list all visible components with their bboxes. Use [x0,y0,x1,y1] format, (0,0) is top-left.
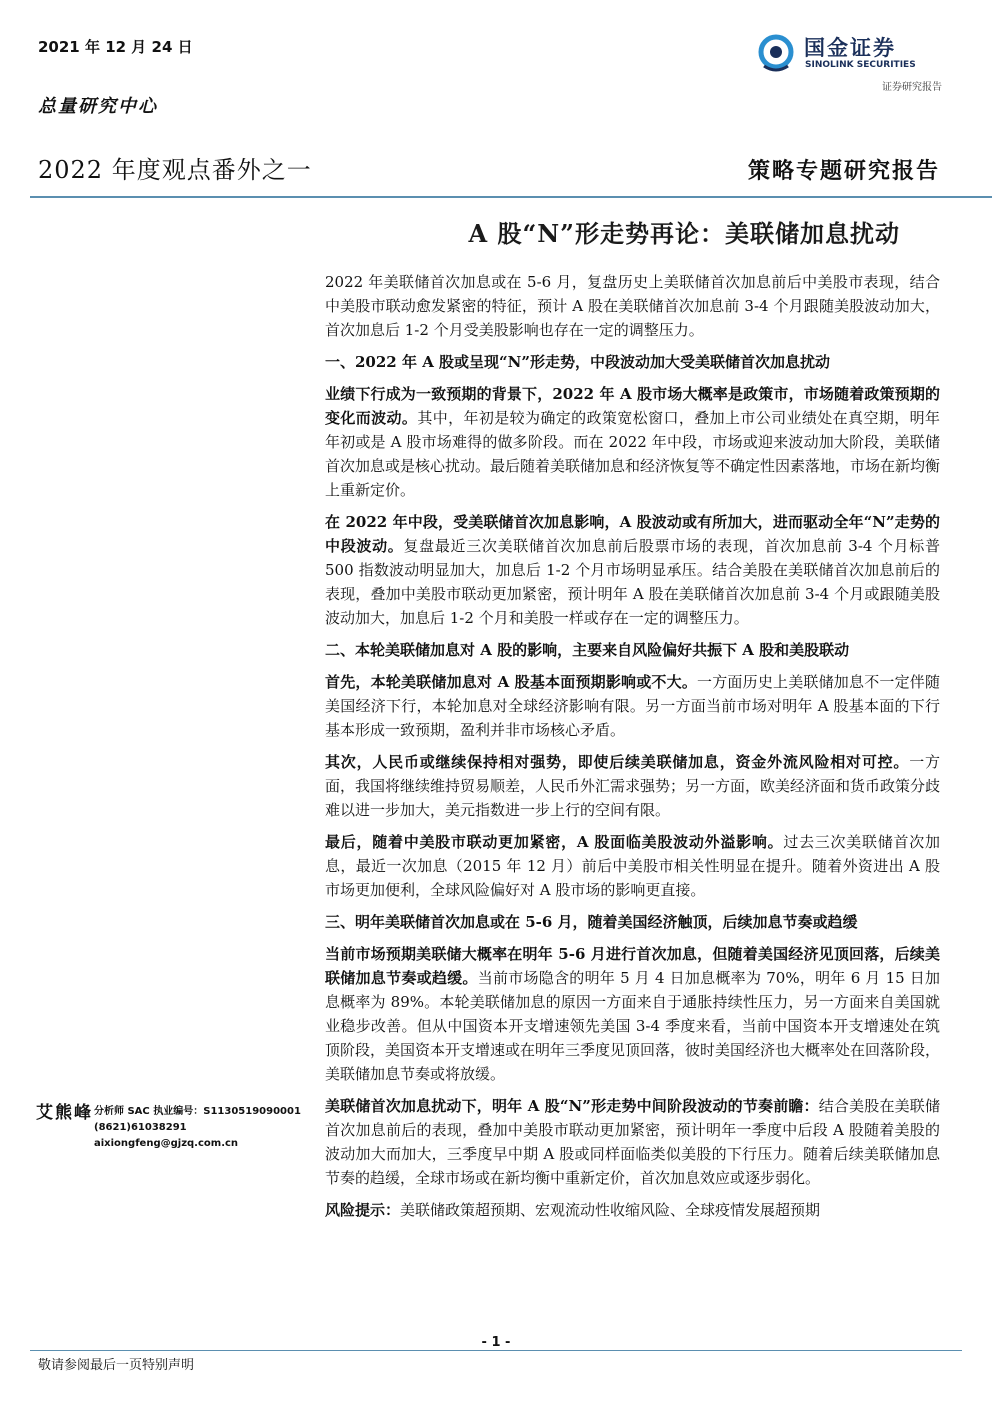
analyst-info [94,1104,301,1152]
paragraph-text: 其中，年初是较为确定的政策宽松窗口，叠加上市公司业绩处在真空期，明年年初或是 A 股市场难得的做多阶段。而在 2022 年中段，市场或迎来波动加大阶段，美联储首次加息或是核心扰动。最后随着美联储加息和经济恢复等不确定性因素落地，市场在新均衡上重新定价。 [325,409,941,499]
key-point: 当前市场预期美联储大概率在明年 5-6 月进行首次加息，但随着美国经济见顶回落，后续美联储加息节奏或趋缓。 [325,945,940,987]
section-heading-3: 三、明年美联储首次加息或在 5-6 月，随着美国经济触顶，后续加息节奏或趋缓 [325,913,858,931]
section-3-paragraph-2 [325,1094,940,1190]
logo-name: 国金证券 [804,36,896,60]
main-content [325,270,940,1230]
analyst-cert: 分析师 SAC 执业编号：S1130519090001 [94,1106,301,1117]
analyst-phone: (8621)61038291 [94,1122,187,1133]
intro-paragraph: 2022 年美联储首次加息或在 5-6 月，复盘历史上美联储首次加息前后中美股市表现，结合中美股市联动愈发紧密的特征，预计 A 股在美联储首次加息前 3-4 个月跟随美股波动加大，首次加息后 1-2 个月受美股影响也存在一定的调整压力。 [325,273,940,339]
analyst-block [36,1098,301,1149]
risk-warning [325,1198,940,1222]
logo-subtitle: 证券研究报告 [882,82,942,93]
paragraph-text: 过去三次美联储首次加息，最近一次加息（2015 年 12 月）前后中美股市相关性明显在提升。随着外资进出 A 股市场更加便利，全球风险偏好对 A 股市场的影响更直接。 [325,833,940,899]
paragraph-text: 一方面，我国将继续维持贸易顺差，人民币外汇需求强势；另一方面，欧美经济面和货币政策分歧难以进一步加大，美元指数进一步上行的空间有限。 [325,753,941,819]
section-1-paragraph-1 [325,382,940,502]
paragraph-text: 一方面历史上美联储加息不一定伴随美国经济下行，本轮加息对全球经济影响有限。另一方面当前市场对明年 A 股基本面的下行基本形成一致预期，盈利并非市场核心矛盾。 [325,673,940,739]
section-2-paragraph-1 [325,670,940,742]
report-date: 2021 年 12 月 24 日 [38,38,193,56]
section-heading-1: 一、2022 年 A 股或呈现“N”形走势，中段波动加大受美联储首次加息扰动 [325,353,831,371]
section-2-paragraph-2 [325,750,940,822]
analyst-name: 艾熊峰 [36,1103,93,1123]
key-point: 在 2022 年中段，受美联储首次加息影响，A 股波动或有所加大，进而驱动全年“N”走势的中段波动。 [325,513,940,555]
report-title: A 股“N”形走势再论：美联储加息扰动 [468,219,900,248]
section-2-paragraph-3 [325,830,940,902]
header-divider [30,196,992,198]
page-number: - 1 - [481,1335,511,1350]
analyst-email[interactable]: aixiongfeng@gjzq.com.cn [94,1138,239,1149]
key-point: 最后，随着中美股市联动更加紧密，A 股面临美股波动外溢影响。 [325,833,784,851]
department-name: 总量研究中心 [38,96,158,117]
paragraph-text: 当前市场隐含的明年 5 月 4 日加息概率为 70%，明年 6 月 15 日加息概率为 89%。本轮美联储加息的原因一方面来自于通胀持续性压力，另一方面来自美国就业稳步改善。但从中国资本开支增速领先美国 3-4 季度来看，当前中国资本开支增速处在筑顶阶段，美国资本开支增速或在明年三季度见顶回落，彼时美国经济也大概率处在回落阶段，美联储加息节奏或将放缓。 [325,969,941,1083]
paragraph-text: 复盘最近三次美联储首次加息前后股票市场的表现，首次加息前 3-4 个月标普 500 指数波动明显加大，加息后 1-2 个月市场明显承压。结合美股在美联储首次加息前后的表现，叠加中美股市联动更加紧密，预计明年 A 股在美联储首次加息前 3-4 个月或跟随美股波动加大，加息后 1-2 个月和美股一样或存在一定的调整压力。 [325,537,940,627]
key-point: 业绩下行成为一致预期的背景下，2022 年 A 股市场大概率是政策市，市场随着政策预期的变化而波动。 [325,385,940,427]
report-type: 策略专题研究报告 [747,158,940,184]
paragraph-text: 结合美股在美联储首次加息前后的表现，叠加中美股市联动更加紧密，预计明年一季度中后段 A 股随着美股的波动加大而加大，三季度早中期 A 股或同样面临类似美股的下行压力。随着后续美联储加息节奏的趋缓，全球市场或在新均衡中重新定价，首次加息效应或逐步弱化。 [325,1097,940,1187]
risk-label: 风险提示： [325,1201,401,1219]
key-point: 美联储首次加息扰动下，明年 A 股“N”形走势中间阶段波动的节奏前瞻： [325,1097,819,1115]
key-point: 其次，人民币或继续保持相对强势，即使后续美联储加息，资金外流风险相对可控。 [325,753,910,771]
key-point: 首先，本轮美联储加息对 A 股基本面预期影响或不大。 [325,673,698,691]
section-3-paragraph-1 [325,942,940,1086]
logo-english: SINOLINK SECURITIES [805,60,916,70]
risk-text: 美联储政策超预期、宏观流动性收缩风险、全球疫情发展超预期 [400,1201,821,1219]
section-heading-2: 二、本轮美联储加息对 A 股的影响，主要来自风险偏好共振下 A 股和美股联动 [325,641,850,659]
disclaimer-note: 敬请参阅最后一页特别声明 [38,1358,195,1373]
report-series: 2022 年度观点番外之一 [38,156,312,184]
footer-divider [30,1350,962,1351]
section-1-paragraph-2 [325,510,940,630]
